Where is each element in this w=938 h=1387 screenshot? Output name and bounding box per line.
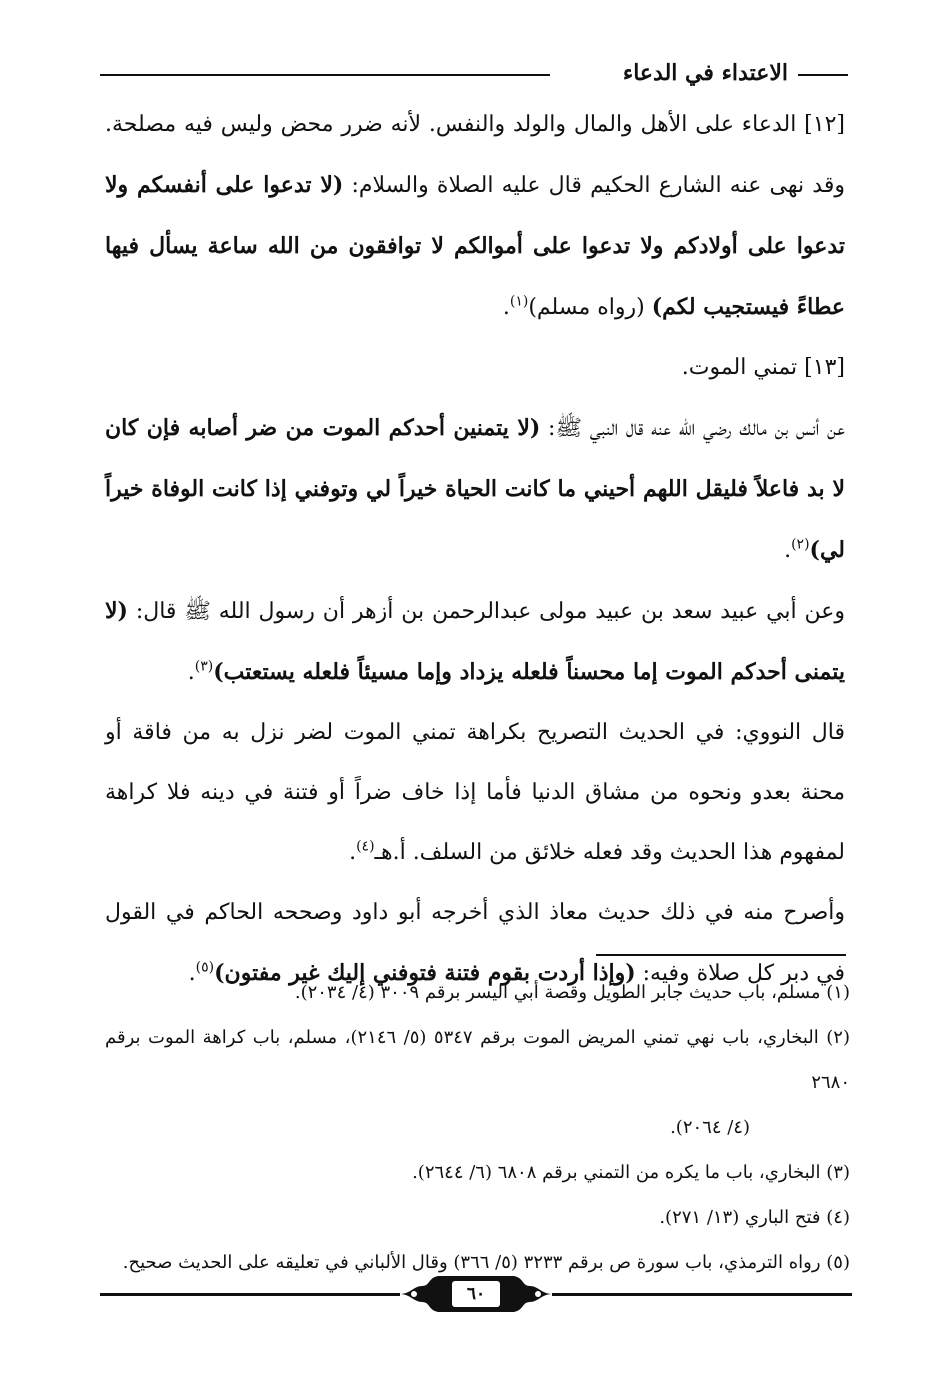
- paragraph-12: [١٢] الدعاء على الأهل والمال والولد والنفس. لأنه ضرر محض وليس فيه مصلحة. وقد نهى عنه الشارع الحكيم قال عليه الصلاة والسلام: (لا تدعوا على أنفسكم ولا تدعوا على أولادكم ولا تدعوا على أموالكم لا توافقون من الله ساعة يسأل فيها عطاءً فيستجيب لكم) (رواه مسلم)$^{(١)}$.: [105, 112, 845, 320]
- footnote-ref: (٣): [194, 658, 214, 675]
- text-run: وأصرح منه في ذلك حديث معاذ الذي أخرجه أبو داود وصححه الحاكم في القول في دبر كل صلاة وفيه:: [105, 900, 845, 986]
- footnote-4: (٤) فتح الباري (١٣/ ٢٧١).: [659, 1207, 850, 1228]
- footnote-2-continued: (٤/ ٢٠٦٤).: [670, 1117, 750, 1138]
- footnotes: [105, 970, 850, 1285]
- footnote-ref: (١): [509, 293, 529, 310]
- hadith-text: (لا يتمنى أحدكم الموت إما محسناً فلعله يزداد وإما مسيئاً فلعله يستعتب): [105, 598, 845, 685]
- paragraph-nawawi: قال النووي: في الحديث التصريح بكراهة تمني الموت لضر نزل به من فاقة أو محنة بعدو ونحوه من مشاق الدنيا فأما إذا خاف ضراً أو فتنة في دينه فلا كراهة لمفهوم هذا الحديث وقد فعله خلائق من السلف. أ.هـ$^{(٤)}$.: [105, 720, 845, 865]
- page-footer: [100, 1272, 852, 1316]
- main-text: [105, 95, 845, 1004]
- text-run: [١٣] تمني الموت.: [681, 355, 845, 380]
- header-title: الاعتداء في الدعاء: [622, 60, 788, 86]
- header-rule-right: [798, 74, 848, 76]
- text-run: (رواه مسلم): [528, 295, 652, 320]
- footer-rule-left: [100, 1293, 400, 1296]
- text-run: قال النووي: في الحديث التصريح بكراهة تمني الموت لضر نزل به من فاقة أو محنة بعدو ونحوه من مشاق الدنيا فأما إذا خاف ضراً أو فتنة في دينه فلا كراهة لمفهوم هذا الحديث وقد فعله خلائق من السلف. أ.هـ: [105, 720, 845, 865]
- text-run: وعن أبي عبيد سعد بن عبيد مولى عبدالرحمن بن أزهر أن رسول الله ﷺ قال:: [127, 599, 845, 624]
- footnote-3: (٣) البخاري، باب ما يكره من التمني برقم ٦٨٠٨ (٦/ ٢٦٤٤).: [412, 1162, 850, 1183]
- footer-rule-right: [552, 1293, 852, 1296]
- page-number: ٦٠: [452, 1281, 500, 1307]
- footnote-5: (٥) رواه الترمذي، باب سورة ص برقم ٣٢٣٣ (٥/ ٣٦٦) وقال الألباني في تعليقه على الحديث صحيح.: [122, 1252, 850, 1273]
- paragraph-muadh: وأصرح منه في ذلك حديث معاذ الذي أخرجه أبو داود وصححه الحاكم في القول في دبر كل صلاة وفيه: (وإذا أردت بقوم فتنة فتوفني إليك غير مفتون)$^{(٥)}$.: [105, 900, 845, 986]
- header-rule-left: [100, 74, 550, 76]
- hadith-text: (وإذا أردت بقوم فتنة فتوفني إليك غير مفتون): [214, 960, 636, 986]
- paragraph-abu-ubaid: وعن أبي عبيد سعد بن عبيد مولى عبدالرحمن بن أزهر أن رسول الله ﷺ قال: (لا يتمنى أحدكم الموت إما محسناً فلعله يزداد وإما مسيئاً فلعله يستعتب)$^{(٣)}$.: [105, 598, 845, 685]
- footnote-ref: (٥): [195, 959, 215, 976]
- paragraph-anas: عن أنس بن مالك رضي الله عنه قال النبي ﷺ: (لا يتمنين أحدكم الموت من ضر أصابه فإن كان لا بد فاعلاً فليقل اللهم أحيني ما كانت الحياة خيراً لي وتوفني إذا كانت الوفاة خيراً لي)$^{(٢)}$.: [105, 415, 845, 563]
- footnote-1: (١) مسلم، باب حديث جابر الطويل وقصة أبي اليسر برقم ٣٠٠٩ (٤/ ٢٠٣٤).: [294, 982, 850, 1003]
- text-run: [١٢] الدعاء على الأهل والمال والولد والنفس. لأنه ضرر محض وليس فيه مصلحة. وقد نهى عنه الشارع الحكيم قال عليه الصلاة والسلام:: [105, 112, 845, 198]
- hadith-text: (لا تدعوا على أنفسكم ولا تدعوا على أولادكم ولا تدعوا على أموالكم لا توافقون من الله ساعة يسأل فيها عطاءً فيستجيب لكم): [105, 172, 845, 320]
- footnote-2: (٢) البخاري، باب نهي تمني المريض الموت برقم ٥٣٤٧ (٥/ ٢١٤٦)، مسلم، باب كراهة الموت برقم ٢٦٨٠: [105, 1027, 850, 1093]
- footnote-ref: (٤): [356, 838, 375, 855]
- running-header: [100, 58, 848, 88]
- hadith-text: (لا يتمنين أحدكم الموت من ضر أصابه فإن كان لا بد فاعلاً فليقل اللهم أحيني ما كانت الحياة خيراً لي وتوفني إذا كانت الوفاة خيراً لي): [105, 415, 845, 563]
- paragraph-13: [105, 338, 845, 398]
- text-run: عن أنس بن مالك رضي الله عنه قال النبي ﷺ:: [540, 416, 845, 441]
- footnote-ref: (٢): [791, 536, 810, 553]
- footnote-separator: [596, 954, 846, 956]
